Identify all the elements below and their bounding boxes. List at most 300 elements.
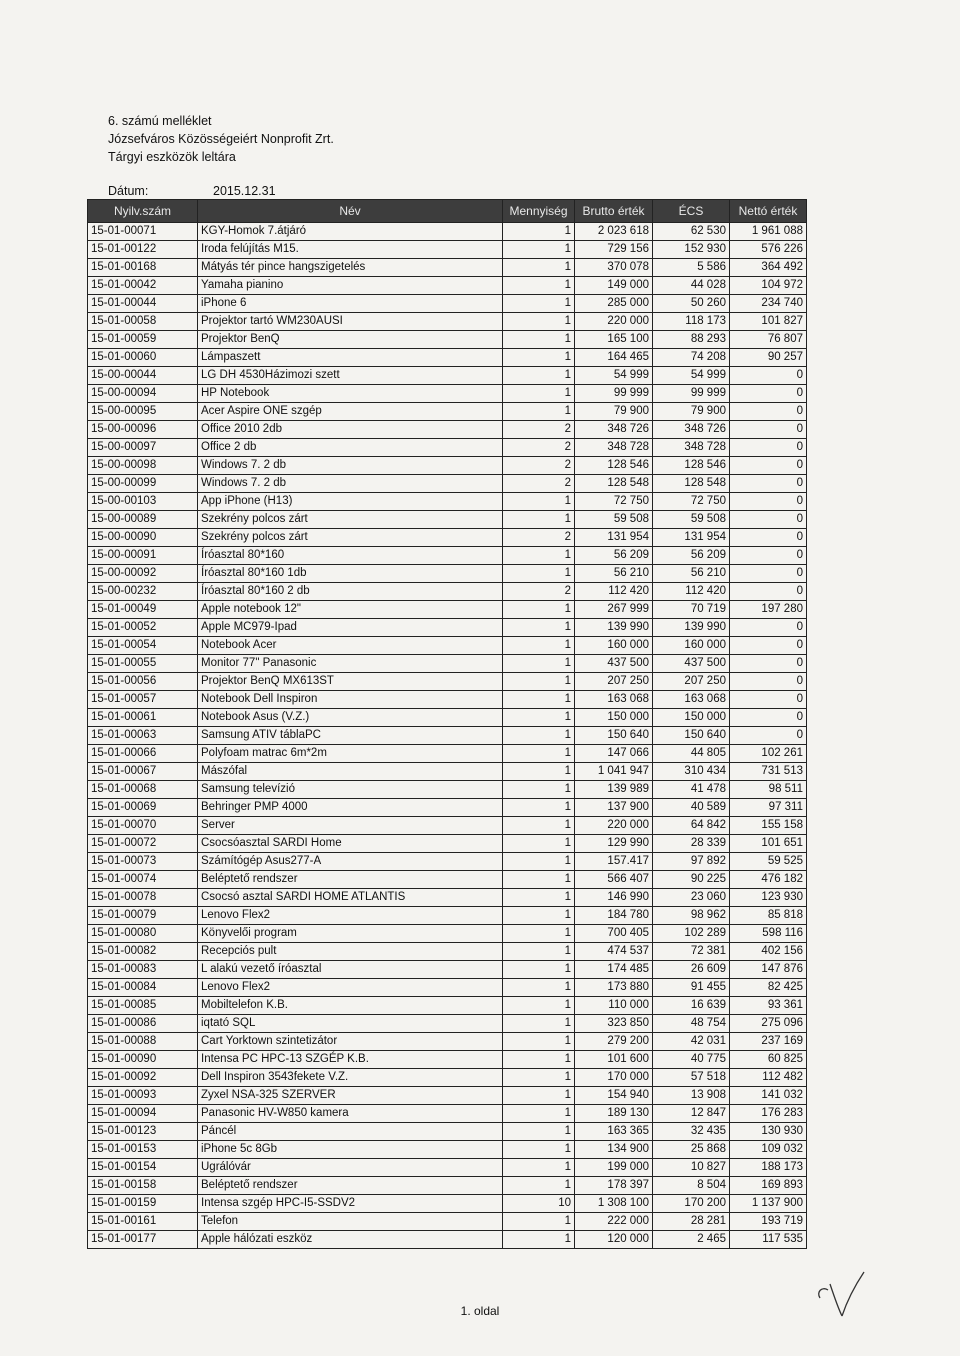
cell-gross-value: 120 000	[575, 1231, 653, 1249]
cell-depreciation: 88 293	[653, 331, 730, 349]
cell-depreciation: 150 640	[653, 727, 730, 745]
cell-id: 15-01-00082	[88, 943, 198, 961]
cell-gross-value: 207 250	[575, 673, 653, 691]
cell-depreciation: 139 990	[653, 619, 730, 637]
cell-name: Polyfoam matrac 6m*2m	[198, 745, 503, 763]
cell-net-value: 117 535	[730, 1231, 807, 1249]
table-row	[88, 817, 807, 835]
table-row	[88, 367, 807, 385]
cell-depreciation: 437 500	[653, 655, 730, 673]
cell-name: LG DH 4530Házimozi szett	[198, 367, 503, 385]
table-row	[88, 655, 807, 673]
cell-id: 15-01-00061	[88, 709, 198, 727]
cell-name: Acer Aspire ONE szgép	[198, 403, 503, 421]
cell-id: 15-01-00069	[88, 799, 198, 817]
cell-gross-value: 150 640	[575, 727, 653, 745]
cell-name: Apple notebook 12"	[198, 601, 503, 619]
table-row	[88, 691, 807, 709]
table-row	[88, 979, 807, 997]
cell-quantity: 1	[503, 295, 575, 313]
cell-quantity: 1	[503, 727, 575, 745]
cell-quantity: 1	[503, 691, 575, 709]
cell-name: HP Notebook	[198, 385, 503, 403]
date-value: 2015.12.31	[213, 184, 276, 198]
cell-id: 15-00-00092	[88, 565, 198, 583]
cell-quantity: 1	[503, 979, 575, 997]
cell-quantity: 1	[503, 745, 575, 763]
cell-id: 15-01-00158	[88, 1177, 198, 1195]
cell-name: Office 2010 2db	[198, 421, 503, 439]
cell-net-value: 237 169	[730, 1033, 807, 1051]
cell-id: 15-00-00098	[88, 457, 198, 475]
cell-gross-value: 54 999	[575, 367, 653, 385]
cell-net-value: 101 651	[730, 835, 807, 853]
cell-net-value: 93 361	[730, 997, 807, 1015]
cell-id: 15-01-00074	[88, 871, 198, 889]
cell-gross-value: 131 954	[575, 529, 653, 547]
cell-depreciation: 10 827	[653, 1159, 730, 1177]
table-row	[88, 529, 807, 547]
table-row	[88, 295, 807, 313]
cell-id: 15-00-00089	[88, 511, 198, 529]
cell-gross-value: 323 850	[575, 1015, 653, 1033]
cell-net-value: 731 513	[730, 763, 807, 781]
table-row	[88, 565, 807, 583]
cell-name: L alakú vezető íróasztal	[198, 961, 503, 979]
table-row	[88, 1105, 807, 1123]
cell-depreciation: 48 754	[653, 1015, 730, 1033]
table-row	[88, 1069, 807, 1087]
cell-id: 15-01-00071	[88, 223, 198, 241]
cell-depreciation: 59 508	[653, 511, 730, 529]
table-row	[88, 1123, 807, 1141]
cell-net-value: 147 876	[730, 961, 807, 979]
table-row	[88, 745, 807, 763]
cell-quantity: 1	[503, 331, 575, 349]
cell-gross-value: 285 000	[575, 295, 653, 313]
cell-gross-value: 474 537	[575, 943, 653, 961]
cell-net-value: 0	[730, 511, 807, 529]
cell-gross-value: 370 078	[575, 259, 653, 277]
cell-net-value: 0	[730, 529, 807, 547]
cell-gross-value: 267 999	[575, 601, 653, 619]
cell-net-value: 141 032	[730, 1087, 807, 1105]
cell-quantity: 1	[503, 1213, 575, 1231]
cell-depreciation: 32 435	[653, 1123, 730, 1141]
cell-quantity: 1	[503, 1177, 575, 1195]
cell-net-value: 112 482	[730, 1069, 807, 1087]
cell-name: Projektor tartó WM230AUSI	[198, 313, 503, 331]
cell-gross-value: 348 728	[575, 439, 653, 457]
table-row	[88, 925, 807, 943]
table-row	[88, 961, 807, 979]
cell-name: iPhone 6	[198, 295, 503, 313]
cell-id: 15-01-00092	[88, 1069, 198, 1087]
cell-name: Lenovo Flex2	[198, 979, 503, 997]
cell-id: 15-01-00085	[88, 997, 198, 1015]
cell-id: 15-01-00078	[88, 889, 198, 907]
cell-quantity: 1	[503, 1051, 575, 1069]
table-row	[88, 943, 807, 961]
cell-name: Beléptető rendszer	[198, 1177, 503, 1195]
cell-quantity: 1	[503, 943, 575, 961]
cell-id: 15-01-00058	[88, 313, 198, 331]
table-row	[88, 277, 807, 295]
cell-net-value: 109 032	[730, 1141, 807, 1159]
cell-net-value: 0	[730, 583, 807, 601]
cell-gross-value: 160 000	[575, 637, 653, 655]
cell-depreciation: 163 068	[653, 691, 730, 709]
column-header-net-value: Nettó érték	[730, 200, 807, 223]
cell-net-value: 1 137 900	[730, 1195, 807, 1213]
date-label: Dátum:	[108, 184, 149, 198]
table-row	[88, 709, 807, 727]
column-header-depreciation: ÉCS	[653, 200, 730, 223]
cell-quantity: 1	[503, 385, 575, 403]
cell-net-value: 0	[730, 637, 807, 655]
cell-quantity: 10	[503, 1195, 575, 1213]
cell-name: Páncél	[198, 1123, 503, 1141]
cell-id: 15-01-00168	[88, 259, 198, 277]
cell-depreciation: 72 381	[653, 943, 730, 961]
cell-name: Apple MC979-Ipad	[198, 619, 503, 637]
cell-gross-value: 56 209	[575, 547, 653, 565]
cell-net-value: 0	[730, 709, 807, 727]
cell-net-value: 176 283	[730, 1105, 807, 1123]
cell-gross-value: 437 500	[575, 655, 653, 673]
cell-gross-value: 72 750	[575, 493, 653, 511]
table-header-row	[88, 200, 807, 223]
cell-gross-value: 700 405	[575, 925, 653, 943]
cell-quantity: 1	[503, 817, 575, 835]
cell-net-value: 402 156	[730, 943, 807, 961]
cell-quantity: 1	[503, 223, 575, 241]
cell-depreciation: 207 250	[653, 673, 730, 691]
cell-name: App iPhone (H13)	[198, 493, 503, 511]
cell-depreciation: 62 530	[653, 223, 730, 241]
table-row	[88, 457, 807, 475]
cell-id: 15-01-00070	[88, 817, 198, 835]
cell-id: 15-00-00095	[88, 403, 198, 421]
cell-name: Szekrény polcos zárt	[198, 511, 503, 529]
cell-net-value: 0	[730, 439, 807, 457]
cell-net-value: 76 807	[730, 331, 807, 349]
cell-depreciation: 128 548	[653, 475, 730, 493]
cell-name: iqtató SQL	[198, 1015, 503, 1033]
cell-depreciation: 150 000	[653, 709, 730, 727]
cell-gross-value: 134 900	[575, 1141, 653, 1159]
cell-depreciation: 64 842	[653, 817, 730, 835]
cell-id: 15-01-00159	[88, 1195, 198, 1213]
cell-gross-value: 128 546	[575, 457, 653, 475]
cell-gross-value: 199 000	[575, 1159, 653, 1177]
cell-gross-value: 2 023 618	[575, 223, 653, 241]
cell-name: Server	[198, 817, 503, 835]
cell-id: 15-01-00052	[88, 619, 198, 637]
cell-gross-value: 348 726	[575, 421, 653, 439]
cell-net-value: 0	[730, 367, 807, 385]
cell-id: 15-01-00049	[88, 601, 198, 619]
cell-quantity: 1	[503, 1033, 575, 1051]
cell-depreciation: 28 339	[653, 835, 730, 853]
cell-name: Mátyás tér pince hangszigetelés	[198, 259, 503, 277]
cell-depreciation: 44 028	[653, 277, 730, 295]
cell-name: Notebook Dell Inspiron	[198, 691, 503, 709]
cell-quantity: 1	[503, 961, 575, 979]
cell-quantity: 1	[503, 1015, 575, 1033]
table-row	[88, 439, 807, 457]
cell-depreciation: 40 775	[653, 1051, 730, 1069]
cell-net-value: 0	[730, 475, 807, 493]
cell-depreciation: 40 589	[653, 799, 730, 817]
inventory-table	[87, 199, 807, 1249]
cell-id: 15-01-00054	[88, 637, 198, 655]
cell-id: 15-01-00067	[88, 763, 198, 781]
cell-net-value: 90 257	[730, 349, 807, 367]
table-row	[88, 475, 807, 493]
cell-depreciation: 56 209	[653, 547, 730, 565]
cell-name: Lenovo Flex2	[198, 907, 503, 925]
cell-name: Íróasztal 80*160 1db	[198, 565, 503, 583]
cell-depreciation: 44 805	[653, 745, 730, 763]
table-row	[88, 403, 807, 421]
cell-id: 15-01-00079	[88, 907, 198, 925]
cell-name: Office 2 db	[198, 439, 503, 457]
cell-gross-value: 101 600	[575, 1051, 653, 1069]
cell-name: Csocsóasztal SARDI Home	[198, 835, 503, 853]
cell-quantity: 1	[503, 907, 575, 925]
cell-depreciation: 57 518	[653, 1069, 730, 1087]
cell-quantity: 1	[503, 511, 575, 529]
cell-net-value: 155 158	[730, 817, 807, 835]
cell-net-value: 0	[730, 619, 807, 637]
table-row	[88, 223, 807, 241]
cell-net-value: 59 525	[730, 853, 807, 871]
table-row	[88, 1141, 807, 1159]
cell-quantity: 1	[503, 889, 575, 907]
table-row	[88, 835, 807, 853]
cell-id: 15-01-00057	[88, 691, 198, 709]
cell-net-value: 0	[730, 403, 807, 421]
table-row	[88, 673, 807, 691]
cell-depreciation: 13 908	[653, 1087, 730, 1105]
cell-id: 15-01-00090	[88, 1051, 198, 1069]
cell-id: 15-01-00060	[88, 349, 198, 367]
cell-depreciation: 98 962	[653, 907, 730, 925]
table-row	[88, 727, 807, 745]
cell-gross-value: 139 989	[575, 781, 653, 799]
column-header-name: Név	[198, 200, 503, 223]
table-row	[88, 781, 807, 799]
cell-quantity: 2	[503, 475, 575, 493]
cell-id: 15-01-00094	[88, 1105, 198, 1123]
table-row	[88, 1159, 807, 1177]
cell-gross-value: 566 407	[575, 871, 653, 889]
cell-name: Behringer PMP 4000	[198, 799, 503, 817]
cell-net-value: 169 893	[730, 1177, 807, 1195]
cell-net-value: 102 261	[730, 745, 807, 763]
cell-gross-value: 56 210	[575, 565, 653, 583]
cell-name: Recepciós pult	[198, 943, 503, 961]
table-row	[88, 601, 807, 619]
cell-name: Könyvelői program	[198, 925, 503, 943]
cell-id: 15-01-00068	[88, 781, 198, 799]
cell-gross-value: 154 940	[575, 1087, 653, 1105]
cell-name: Notebook Asus (V.Z.)	[198, 709, 503, 727]
cell-depreciation: 152 930	[653, 241, 730, 259]
cell-name: Windows 7. 2 db	[198, 457, 503, 475]
cell-net-value: 364 492	[730, 259, 807, 277]
cell-id: 15-00-00232	[88, 583, 198, 601]
cell-name: Iroda felújítás M15.	[198, 241, 503, 259]
cell-id: 15-01-00086	[88, 1015, 198, 1033]
cell-name: Számítógép Asus277-A	[198, 853, 503, 871]
cell-id: 15-01-00072	[88, 835, 198, 853]
cell-net-value: 0	[730, 727, 807, 745]
table-row	[88, 1195, 807, 1213]
cell-depreciation: 131 954	[653, 529, 730, 547]
cell-name: Notebook Acer	[198, 637, 503, 655]
cell-net-value: 197 280	[730, 601, 807, 619]
cell-name: Projektor BenQ MX613ST	[198, 673, 503, 691]
cell-net-value: 193 719	[730, 1213, 807, 1231]
cell-quantity: 1	[503, 1231, 575, 1249]
cell-net-value: 0	[730, 493, 807, 511]
cell-net-value: 0	[730, 691, 807, 709]
cell-id: 15-01-00154	[88, 1159, 198, 1177]
cell-net-value: 130 930	[730, 1123, 807, 1141]
cell-gross-value: 220 000	[575, 313, 653, 331]
cell-quantity: 1	[503, 241, 575, 259]
cell-name: Szekrény polcos zárt	[198, 529, 503, 547]
cell-gross-value: 1 041 947	[575, 763, 653, 781]
table-row	[88, 1213, 807, 1231]
cell-gross-value: 146 990	[575, 889, 653, 907]
cell-depreciation: 90 225	[653, 871, 730, 889]
table-row	[88, 385, 807, 403]
cell-depreciation: 102 289	[653, 925, 730, 943]
cell-net-value: 0	[730, 565, 807, 583]
table-row	[88, 547, 807, 565]
cell-quantity: 1	[503, 1087, 575, 1105]
cell-net-value: 476 182	[730, 871, 807, 889]
cell-id: 15-01-00080	[88, 925, 198, 943]
cell-depreciation: 56 210	[653, 565, 730, 583]
column-header-id: Nyilv.szám	[88, 200, 198, 223]
cell-gross-value: 174 485	[575, 961, 653, 979]
cell-id: 15-01-00084	[88, 979, 198, 997]
table-row	[88, 1231, 807, 1249]
table-row	[88, 511, 807, 529]
cell-id: 15-01-00073	[88, 853, 198, 871]
cell-id: 15-01-00088	[88, 1033, 198, 1051]
cell-gross-value: 110 000	[575, 997, 653, 1015]
cell-depreciation: 97 892	[653, 853, 730, 871]
cell-quantity: 1	[503, 781, 575, 799]
column-header-gross-value: Brutto érték	[575, 200, 653, 223]
cell-gross-value: 1 308 100	[575, 1195, 653, 1213]
cell-gross-value: 129 990	[575, 835, 653, 853]
cell-gross-value: 79 900	[575, 403, 653, 421]
cell-quantity: 1	[503, 547, 575, 565]
cell-name: Projektor BenQ	[198, 331, 503, 349]
table-row	[88, 907, 807, 925]
cell-name: Csocsó asztal SARDI HOME ATLANTIS	[198, 889, 503, 907]
cell-quantity: 1	[503, 1069, 575, 1087]
table-row	[88, 799, 807, 817]
cell-name: Mobiltelefon K.B.	[198, 997, 503, 1015]
annex-label: 6. számú melléklet	[108, 114, 212, 128]
cell-quantity: 1	[503, 403, 575, 421]
cell-gross-value: 99 999	[575, 385, 653, 403]
cell-id: 15-01-00161	[88, 1213, 198, 1231]
cell-net-value: 97 311	[730, 799, 807, 817]
table-row	[88, 871, 807, 889]
cell-quantity: 1	[503, 871, 575, 889]
cell-quantity: 1	[503, 709, 575, 727]
page-number: 1. oldal	[460, 1304, 500, 1318]
cell-net-value: 123 930	[730, 889, 807, 907]
table-row	[88, 853, 807, 871]
cell-gross-value: 150 000	[575, 709, 653, 727]
cell-id: 15-00-00090	[88, 529, 198, 547]
date-line	[108, 184, 276, 198]
table-row	[88, 241, 807, 259]
table-row	[88, 1087, 807, 1105]
cell-depreciation: 26 609	[653, 961, 730, 979]
cell-depreciation: 160 000	[653, 637, 730, 655]
cell-name: iPhone 5c 8Gb	[198, 1141, 503, 1159]
cell-gross-value: 128 548	[575, 475, 653, 493]
cell-gross-value: 112 420	[575, 583, 653, 601]
cell-name: Yamaha pianino	[198, 277, 503, 295]
cell-depreciation: 28 281	[653, 1213, 730, 1231]
cell-gross-value: 279 200	[575, 1033, 653, 1051]
cell-net-value: 104 972	[730, 277, 807, 295]
cell-quantity: 1	[503, 1159, 575, 1177]
cell-net-value: 0	[730, 385, 807, 403]
table-row	[88, 1051, 807, 1069]
cell-name: KGY-Homok 7.átjáró	[198, 223, 503, 241]
cell-quantity: 1	[503, 637, 575, 655]
cell-quantity: 1	[503, 925, 575, 943]
cell-name: Panasonic HV-W850 kamera	[198, 1105, 503, 1123]
cell-quantity: 2	[503, 457, 575, 475]
table-row	[88, 421, 807, 439]
cell-id: 15-01-00056	[88, 673, 198, 691]
cell-gross-value: 149 000	[575, 277, 653, 295]
cell-quantity: 1	[503, 1105, 575, 1123]
cell-depreciation: 2 465	[653, 1231, 730, 1249]
cell-net-value: 98 511	[730, 781, 807, 799]
cell-gross-value: 163 365	[575, 1123, 653, 1141]
cell-gross-value: 59 508	[575, 511, 653, 529]
cell-gross-value: 163 068	[575, 691, 653, 709]
cell-quantity: 1	[503, 673, 575, 691]
cell-name: Beléptető rendszer	[198, 871, 503, 889]
cell-depreciation: 99 999	[653, 385, 730, 403]
cell-depreciation: 79 900	[653, 403, 730, 421]
cell-net-value: 1 961 088	[730, 223, 807, 241]
cell-net-value: 275 096	[730, 1015, 807, 1033]
cell-id: 15-01-00177	[88, 1231, 198, 1249]
cell-depreciation: 118 173	[653, 313, 730, 331]
cell-id: 15-01-00083	[88, 961, 198, 979]
table-row	[88, 259, 807, 277]
cell-net-value: 101 827	[730, 313, 807, 331]
cell-id: 15-01-00042	[88, 277, 198, 295]
cell-name: Mászófal	[198, 763, 503, 781]
